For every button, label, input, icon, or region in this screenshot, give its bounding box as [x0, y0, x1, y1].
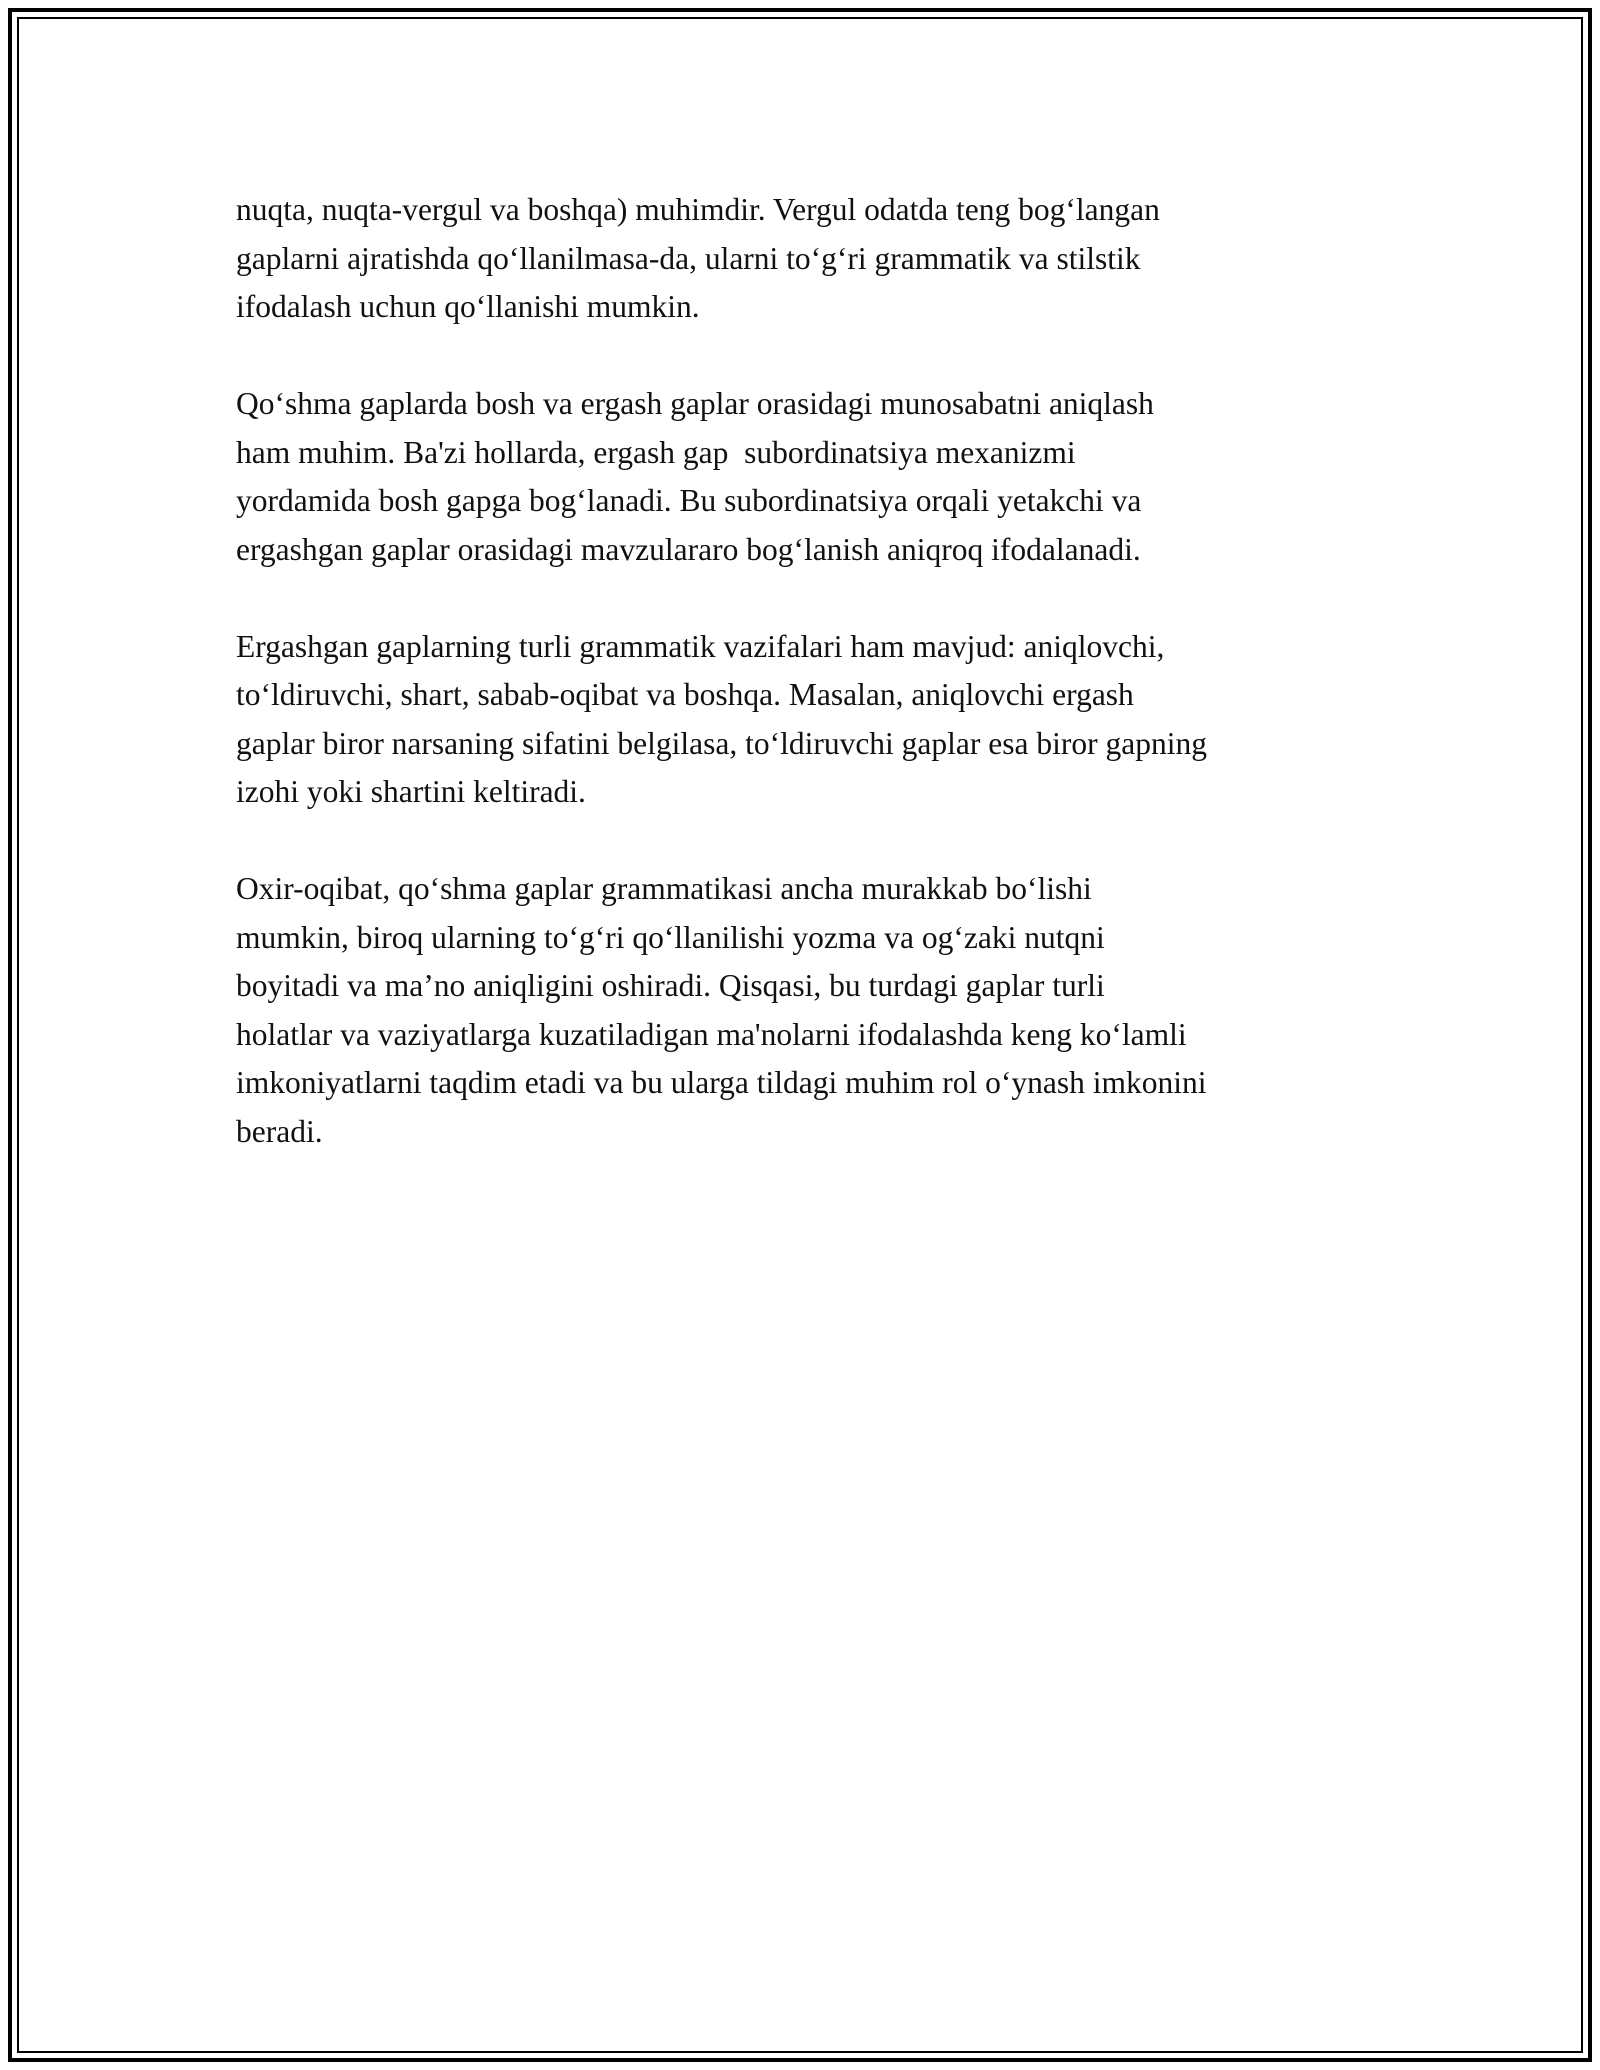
text-line: ham muhim. Ba'zi hollarda, ergash gap subordinatsiya mexanizmi [236, 434, 1076, 470]
text-line: gaplar biror narsaning sifatini belgilasa, to‘ldiruvchi gaplar esa biror gapning [236, 725, 1207, 761]
text-line: izohi yoki shartini keltiradi. [236, 774, 586, 809]
text-line: to‘ldiruvchi, shart, sabab-oqibat va boshqa. Masalan, aniqlovchi ergash [236, 677, 1134, 712]
text-line: holatlar va vaziyatlarga kuzatiladigan ma'nolarni ifodalashda keng ko‘lamli [236, 1016, 1187, 1052]
paragraph-1 [236, 186, 1396, 332]
document-body [236, 186, 1396, 1205]
text-line: beradi. [236, 1113, 323, 1149]
text-line: yordamida bosh gapga bog‘lanadi. Bu subordinatsiya orqali yetakchi va [236, 483, 1142, 518]
text-line: boyitadi va ma’no aniqligini oshiradi. Qisqasi, bu turdagi gaplar turli [236, 968, 1105, 1003]
paragraph-3 [236, 623, 1396, 817]
text-line: Oxir-oqibat, qo‘shma gaplar grammatikasi ancha murakkab bo‘lishi [236, 871, 1092, 906]
text-line: ergashgan gaplar orasidagi mavzulararo bog‘lanish aniqroq ifodalanadi. [236, 531, 1141, 567]
text-line: Ergashgan gaplarning turli grammatik vazifalari ham mavjud: aniqlovchi, [236, 628, 1165, 664]
text-line: nuqta, nuqta-vergul va boshqa) muhimdir. Vergul odatda teng bog‘langan [236, 192, 1160, 227]
paragraph-4 [236, 865, 1396, 1156]
paragraph-2 [236, 380, 1396, 574]
text-line: Qo‘shma gaplarda bosh va ergash gaplar orasidagi munosabatni aniqlash [236, 386, 1154, 421]
text-line: mumkin, biroq ularning to‘g‘ri qo‘llanilishi yozma va og‘zaki nutqni [236, 919, 1105, 955]
text-line: gaplarni ajratishda qo‘llanilmasa-da, ularni to‘g‘ri grammatik va stilstik [236, 240, 1141, 276]
text-line: imkoniyatlarni taqdim etadi va bu ularga tildagi muhim rol o‘ynash imkonini [236, 1065, 1207, 1100]
text-line: ifodalash uchun qo‘llanishi mumkin. [236, 289, 700, 324]
